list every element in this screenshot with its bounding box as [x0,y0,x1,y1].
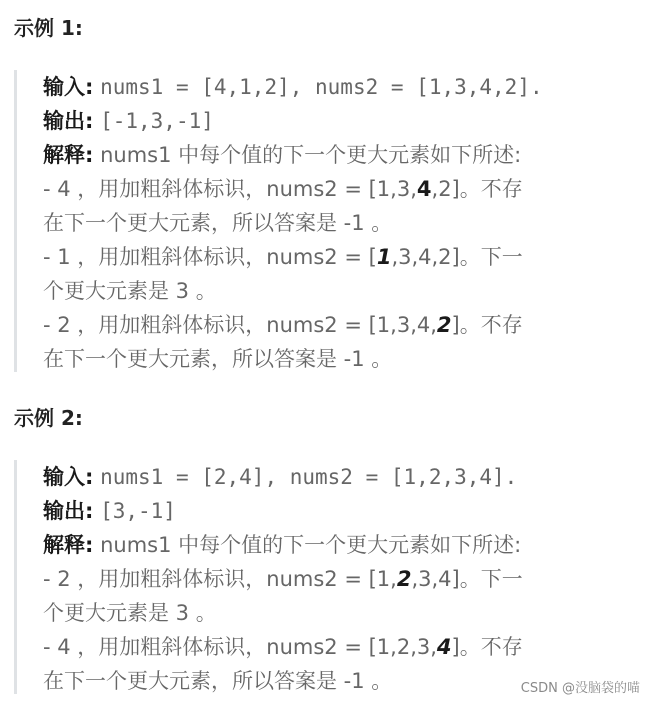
item-prefix: - 2 ，用加粗斜体标识，nums2 = [1, [43,567,397,591]
explanation-item-continued [43,342,634,376]
input-line [43,460,634,494]
item-suffix: ,2]。不存 [431,177,523,201]
item-suffix: ]。不存 [451,635,523,659]
explanation-item [43,630,634,664]
item-highlight: 4 [416,177,432,201]
item-suffix: ,3,4]。下一 [411,567,523,591]
example-1-block [14,70,634,372]
output-value: [3,-1] [100,499,176,523]
item-prefix: - 1 ，用加粗斜体标识，nums2 = [ [43,245,377,269]
item-highlight: 2 [396,567,412,591]
item-prefix: - 4 ，用加粗斜体标识，nums2 = [1,3, [43,177,417,201]
example-1-title: 示例 1: [14,16,83,40]
explanation-label: 解释: [43,143,94,167]
explanation-item [43,562,634,596]
watermark: CSDN @没脑袋的喵 [520,681,640,696]
explanation-item-continued [43,274,634,308]
output-line [43,104,634,138]
input-value: nums1 = [2,4], nums2 = [1,2,3,4]. [100,465,518,489]
item-cont: 在下一个更大元素，所以答案是 -1 。 [43,211,393,235]
explanation-item-continued [43,206,634,240]
item-prefix: - 2 ，用加粗斜体标识，nums2 = [1,3,4, [43,313,437,337]
output-label: 输出: [43,499,94,523]
explanation-line [43,138,634,172]
output-label: 输出: [43,109,94,133]
example-2-title: 示例 2: [14,406,83,430]
explanation-item-continued [43,596,634,630]
item-highlight: 1 [376,245,392,269]
item-highlight: 4 [436,635,452,659]
item-suffix: ]。不存 [451,313,523,337]
item-cont: 个更大元素是 3 。 [43,279,217,303]
output-value: [-1,3,-1] [100,109,214,133]
example-2-block [14,460,634,694]
input-label: 输入: [43,75,94,99]
input-line [43,70,634,104]
item-cont: 在下一个更大元素，所以答案是 -1 。 [43,347,393,371]
explanation-head: nums1 中每个值的下一个更大元素如下所述: [100,143,522,167]
item-cont: 个更大元素是 3 。 [43,601,217,625]
explanation-item [43,172,634,206]
explanation-item [43,308,634,342]
item-prefix: - 4 ，用加粗斜体标识，nums2 = [1,2,3, [43,635,437,659]
explanation-item [43,240,634,274]
output-line [43,494,634,528]
explanation-line [43,528,634,562]
input-value: nums1 = [4,1,2], nums2 = [1,3,4,2]. [100,75,543,99]
item-cont: 在下一个更大元素，所以答案是 -1 。 [43,669,393,693]
input-label: 输入: [43,465,94,489]
explanation-head: nums1 中每个值的下一个更大元素如下所述: [100,533,522,557]
item-highlight: 2 [436,313,452,337]
item-suffix: ,3,4,2]。下一 [391,245,523,269]
explanation-label: 解释: [43,533,94,557]
